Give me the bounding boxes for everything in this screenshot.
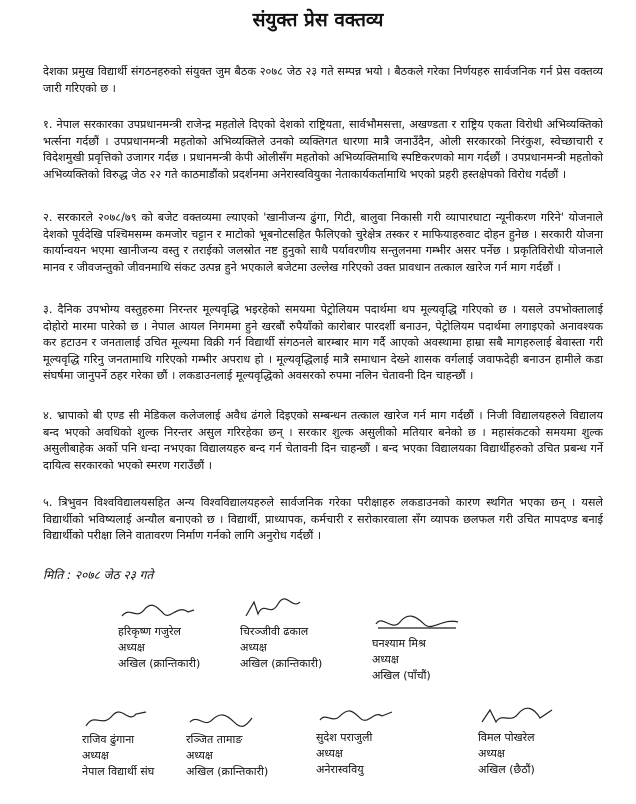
signatory-org: अखिल (पाँचौं) bbox=[372, 669, 431, 682]
signatory-block bbox=[372, 610, 522, 684]
signatory-org: नेपाल विद्यार्थी संघ bbox=[82, 765, 155, 778]
paragraph-3: ३. दैनिक उपभोग्य वस्तुहरुमा निरन्तर मूल्यवृद्धि भइरहेको समयमा पेट्रोलियम पदार्थमा थप मूल्यवृद्धि गरिएको छ । यसले उपभोक्तालाई दोहोरो मारमा पारेको छ । नेपाल आयल निगममा हुने खरबौं रुपैयाँको कारोबार पारदर्शी बनाउन, पेट्रोलियम पदार्थमा लगाइएको अनावश्यक कर हटाउन र जनतालाई उचित मूल्यमा विक्री गर्न विद्यार्थी संगठनले बारम्बार माग गर्दै आएको अवस्थामा हाम्रा सबै मागहरुलाई बेवास्ता गरी मूल्यवृद्धि गरिनु जनतामाथि गरिएको गम्भीर अपराध हो । मूल्यवृद्धिलाई मात्रै समाधान देख्ने शासक वर्गलाई जवाफदेही बनाउन हामीले कडा संघर्षमा जानुपर्ने ठहर गरेका छौं । लकडाउनलाई मूल्यवृद्धिको अवसरको रुपमा नलिन चेतावनी दिन चाहन्छौं । bbox=[43, 303, 603, 382]
signatory-name: विमल पोखरेल bbox=[478, 731, 535, 744]
signatory-org: अखिल (क्रान्तिकारी) bbox=[118, 657, 201, 670]
signatory-name: राजिव ढुंगाना bbox=[82, 733, 135, 746]
signatory-block bbox=[316, 704, 466, 778]
signature-image bbox=[186, 710, 256, 730]
signatory-role: अध्यक्ष bbox=[82, 749, 109, 762]
document-title: संयुक्त प्रेस वक्तव्य bbox=[252, 9, 384, 31]
signatory-name: चिरञ्जीवी ढकाल bbox=[240, 625, 309, 638]
signatory-org: अखिल (छैठौं) bbox=[478, 763, 535, 776]
signature-image bbox=[240, 596, 310, 622]
intro-paragraph: देशका प्रमुख विद्यार्थी संगठनहरुको संयुक्त जुम बैठक २०७८ जेठ २३ गते सम्पन्न भयो । बैठकले गरेका निर्णयहरु सार्वजनिक गर्न प्रेस वक्तव्य जारी गरिएको छ । bbox=[43, 65, 603, 95]
signature-image bbox=[316, 704, 396, 728]
signature-image bbox=[372, 610, 462, 634]
signatory-name: रञ्जित तामाङ bbox=[186, 733, 243, 746]
signatory-block bbox=[186, 710, 336, 780]
signatory-block bbox=[478, 704, 628, 778]
signature-image bbox=[82, 708, 152, 730]
signatory-role: अध्यक्ष bbox=[240, 641, 267, 654]
paragraph-1: १. नेपाल सरकारका उपप्रधानमन्त्री राजेन्द्र महतोले दिएको देशको राष्ट्रियता, सार्वभौमसत्ता, अखण्डता र राष्ट्रिय एकता विरोधी अभिव्यक्तिको भर्त्सना गर्दछौं । उपप्रधानमन्त्री महतोको अभिव्यक्तिले उनको व्यक्तिगत धारणा मात्रै जनाउँदैन, ओली सरकारको निरंकुश, स्वेच्छाचारी र विदेशमुखी प्रवृत्तिको उजागर गर्दछ । प्रधानमन्त्री केपी ओलीसँग महतोको अभिव्यक्तिमाथि स्पष्टिकरणको माग गर्दछौं । उपप्रधानमन्त्री महतोको अभिव्यक्तिको विरुद्ध जेठ २२ गते काठमाडौंको प्रदर्शनमा अनेरास्ववियुका नेताकार्यकर्तामाथि भएको प्रहरी हस्तक्षेपको विरोध गर्दछौं । bbox=[43, 118, 603, 181]
signatory-role: अध्यक्ष bbox=[118, 641, 145, 654]
signature-image bbox=[478, 704, 558, 728]
signature-image bbox=[118, 600, 198, 622]
signatory-block bbox=[240, 596, 390, 672]
signatory-role: अध्यक्ष bbox=[372, 653, 399, 666]
signatory-org: अनेरास्ववियु bbox=[316, 763, 364, 776]
signatory-role: अध्यक्ष bbox=[316, 747, 343, 760]
signatory-name: घनश्याम मिश्र bbox=[372, 637, 426, 650]
signatory-role: अध्यक्ष bbox=[186, 749, 213, 762]
paragraph-5: ५. त्रिभुवन विश्वविद्यालयसहित अन्य विश्वविद्यालयहरुले सार्वजनिक गरेका परीक्षाहरु लकडाउनको कारण स्थगित भएका छन् । यसले विद्यार्थीको भविष्यलाई अन्यौल बनाएको छ । विद्यार्थी, प्राध्यापक, कर्मचारी र सरोकारवाला सँग व्यापक छलफल गरी उचित मापदण्ड बनाई विद्यार्थीको परीक्षा लिने वातावरण निर्माण गर्नको लागि अनुरोध गर्दछौं । bbox=[43, 496, 603, 542]
signatory-name: सुदेश पराजुली bbox=[316, 731, 373, 744]
date-line: मिति : २०७८ जेठ २३ गते bbox=[43, 568, 154, 582]
signatory-org: अखिल (क्रान्तिकारी) bbox=[240, 657, 323, 670]
paragraph-2: २. सरकारले २०७८/७९ को बजेट वक्तव्यमा ल्याएको 'खानीजन्य ढुंगा, गिटी, बालुवा निकासी गरी व्यापारघाटा न्यूनीकरण गरिने' योजनाले देशको पूर्वदेखि पश्चिमसम्म कमजोर चट्टान र माटोको भूबनोटसहित फैलिएको चुरेक्षेत्र तस्कर र माफियाहरुवाट दोहन हुनेछ । सरकारी योजना कार्यान्वयन भएमा खानीजन्य वस्तु र तराईको जलस्रोत नष्ट हुनुको साथै पर्यावरणीय सन्तुलनमा गम्भीर असर पर्नेछ । प्रकृतिविरोधी योजनाले मानव र जीवजन्तुको जीवनमाथि संकट उत्पन्न हुने भएकाले बजेटमा उल्लेख गरिएको उक्त प्रावधान तत्काल खारेज गर्न माग गर्दछौं । bbox=[43, 211, 603, 274]
paragraph-4: ४. भ्रापाको बी एण्ड सी मेडिकल कलेजलाई अवैध ढंगले दिइएको सम्बन्धन तत्काल खारेज गर्न माग गर्दछौं । निजी विद्यालयहरुले विद्यालय बन्द भएको अवधिको शुल्क निरन्तर असुल गरिरहेका छन् । सरकार शुल्क असुलीको मतियार बनेको छ । महासंकटको समयमा शुल्क असुलीबाहेक अर्को पनि धन्दा नभएका विद्यालयहरु बन्द गर्न चेतावनी दिन चाहन्छौं । बन्द भएका विद्यालयका विद्यार्थीहरुको उचित प्रबन्ध गर्ने दायित्व सरकारको भएको स्मरण गराउँछौं । bbox=[43, 409, 603, 472]
signatory-org: अखिल (क्रान्तिकारी) bbox=[186, 765, 269, 778]
signatory-role: अध्यक्ष bbox=[478, 747, 505, 760]
signatory-name: हरिकृष्ण गजुरेल bbox=[118, 625, 181, 638]
